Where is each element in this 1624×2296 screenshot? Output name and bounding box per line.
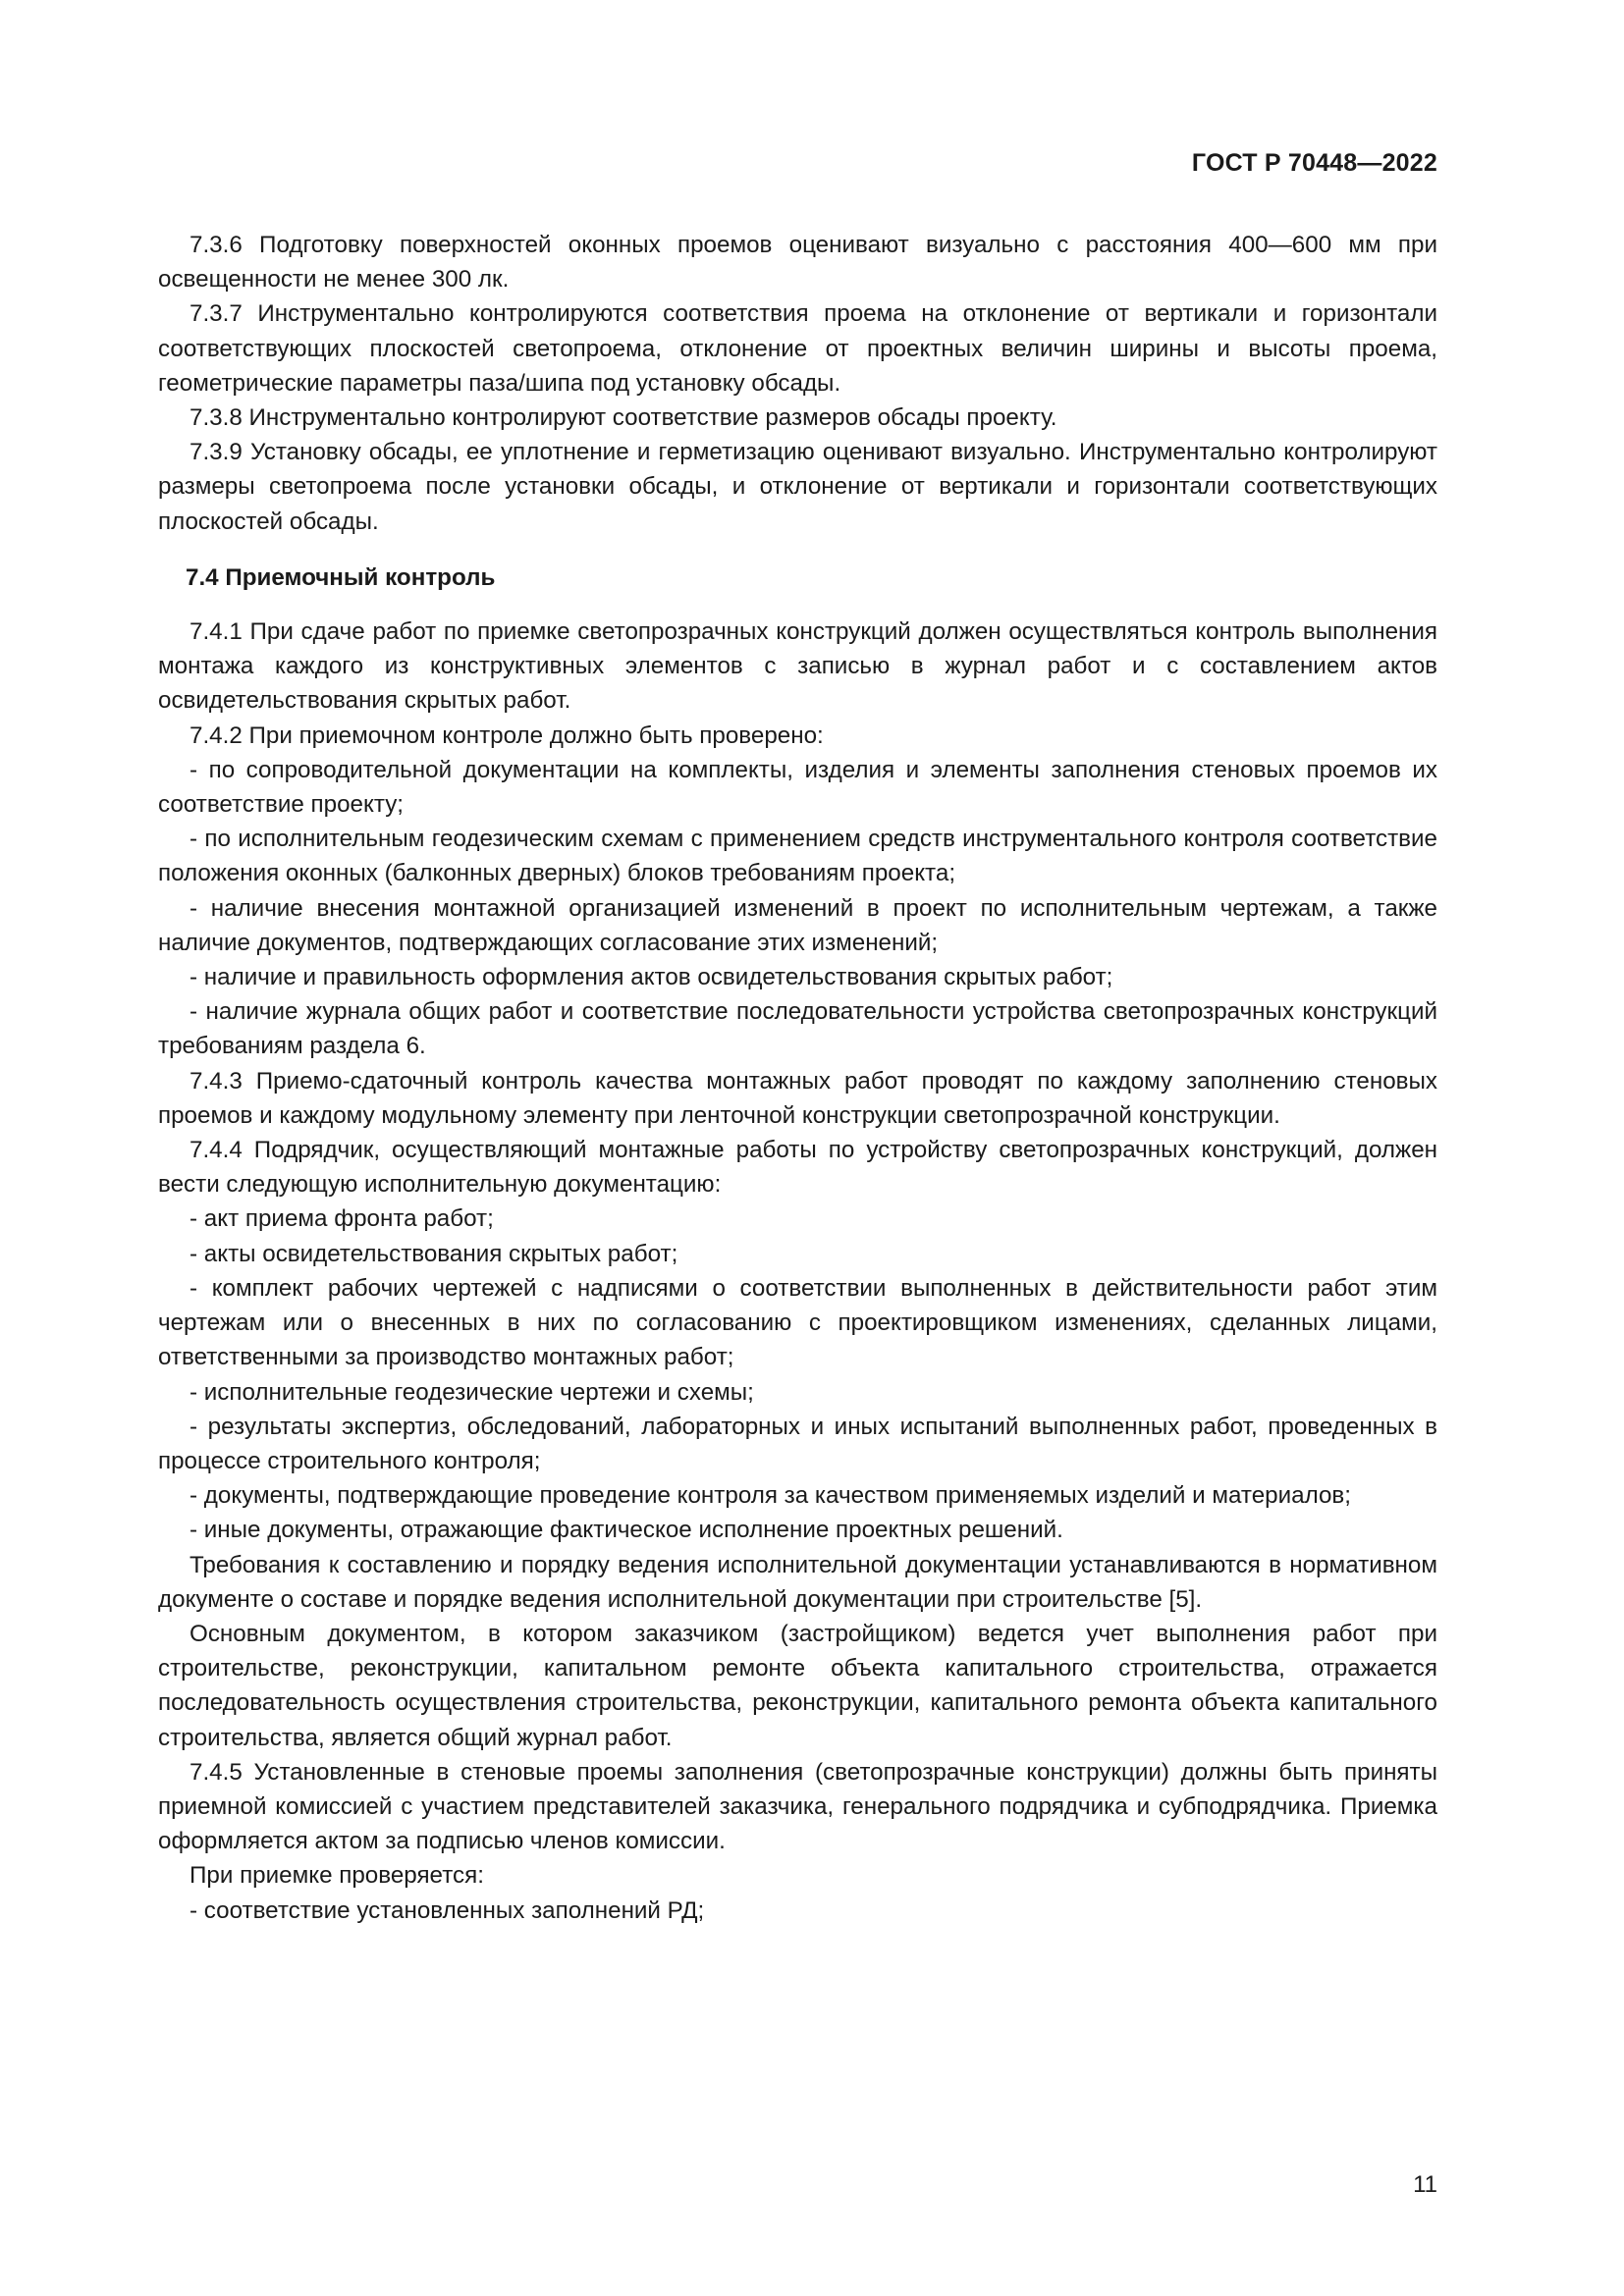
list-item: - акты освидетельствования скрытых работ;: [189, 1240, 678, 1267]
document-body: [158, 228, 1437, 1928]
list-item: - документы, подтверждающие проведение контроля за качеством применяемых изделий и материалов;: [189, 1482, 1351, 1510]
paragraph-7-3-9: 7.3.9 Установку обсады, ее уплотнение и герметизацию оценивают визуально. Инструментально контролируют размеры светопроема после установки обсады, и отклонение от вертикали и горизонтали соответствующих плоскостей обсады.: [158, 439, 1437, 535]
list-item: - по сопроводительной документации на комплекты, изделия и элементы заполнения стеновых проемов их соответствие проекту;: [158, 756, 1437, 819]
paragraph-7-3-6: 7.3.6 Подготовку поверхностей оконных проемов оценивают визуально с расстояния 400—600 мм при освещенности не менее 300 лк.: [158, 232, 1437, 294]
paragraph-7-4-2: 7.4.2 При приемочном контроле должно быть проверено:: [189, 721, 824, 749]
list-item: - наличие внесения монтажной организацией изменений в проект по исполнительным чертежам, а также наличие документов, подтверждающих согласование этих изменений;: [158, 894, 1437, 956]
paragraph-7-4-3: 7.4.3 Приемо-сдаточный контроль качества монтажных работ проводят по каждому заполнению стеновых проемов и каждому модульному элементу при ленточной конструкции светопрозрачной конструкции.: [158, 1067, 1437, 1129]
paragraph-7-3-7: 7.3.7 Инструментально контролируются соответствия проема на отклонение от вертикали и горизонтали соответствующих плоскостей светопроема, отклонение от проектных величин ширины и высоты проема, геометрические параметры паза/шипа под установку обсады.: [158, 300, 1437, 397]
list-item: - по исполнительным геодезическим схемам с применением средств инструментального контроля соответствие положения оконных (балконных дверных) блоков требованиям проекта;: [158, 826, 1437, 887]
document-code-header: ГОСТ Р 70448—2022: [1191, 149, 1437, 177]
paragraph-7-4-1: 7.4.1 При сдаче работ по приемке светопрозрачных конструкций должен осуществляться контроль выполнения монтажа каждого из конструктивных элементов с записью в журнал работ и с составлением актов освидетельствования скрытых работ.: [158, 618, 1437, 715]
paragraph-7-4-4: 7.4.4 Подрядчик, осуществляющий монтажные работы по устройству светопрозрачных конструкций, должен вести следующую исполнительную документацию:: [158, 1137, 1437, 1199]
section-heading-7-4: 7.4 Приемочный контроль: [186, 563, 496, 591]
list-item: - комплект рабочих чертежей с надписями о соответствии выполненных в действительности работ этим чертежам или о внесенных в них по согласованию с проектировщиком изменениях, сделанных лицами, ответственными за производство монтажных работ;: [158, 1274, 1437, 1371]
list-item: - наличие журнала общих работ и соответствие последовательности устройства светопрозрачных конструкций требованиям раздела 6.: [158, 998, 1437, 1060]
paragraph-requirements: Требования к составлению и порядку ведения исполнительной документации устанавливаются в нормативном документе о составе и порядке ведения исполнительной документации при строительстве [5].: [158, 1551, 1437, 1613]
paragraph-main-document: Основным документом, в котором заказчиком (застройщиком) ведется учет выполнения работ при строительстве, реконструкции, капитальном ремонте объекта капитального строительства, отражается последовательность осуществления строительства, реконструкции, капитального ремонта объекта капитального строительства, является общий журнал работ.: [158, 1620, 1437, 1751]
list-item: - результаты экспертиз, обследований, лабораторных и иных испытаний выполненных работ, проведенных в процессе строительного контроля;: [158, 1413, 1437, 1474]
list-item: - акт приема фронта работ;: [189, 1205, 494, 1233]
list-item: - наличие и правильность оформления актов освидетельствования скрытых работ;: [189, 964, 1113, 991]
list-item: - соответствие установленных заполнений РД;: [189, 1896, 705, 1924]
paragraph-7-3-8: 7.3.8 Инструментально контролируют соответствие размеров обсады проекту.: [189, 404, 1057, 432]
list-item: - исполнительные геодезические чертежи и схемы;: [189, 1378, 754, 1406]
paragraph-acceptance-check: При приемке проверяется:: [189, 1862, 484, 1890]
page-number: 11: [1413, 2171, 1437, 2198]
paragraph-7-4-5: 7.4.5 Установленные в стеновые проемы заполнения (светопрозрачные конструкции) должны быть приняты приемной комиссией с участием представителей заказчика, генерального подрядчика и субподрядчика. Приемка оформляется актом за подписью членов комиссии.: [158, 1758, 1437, 1855]
list-item: - иные документы, отражающие фактическое исполнение проектных решений.: [189, 1517, 1063, 1544]
